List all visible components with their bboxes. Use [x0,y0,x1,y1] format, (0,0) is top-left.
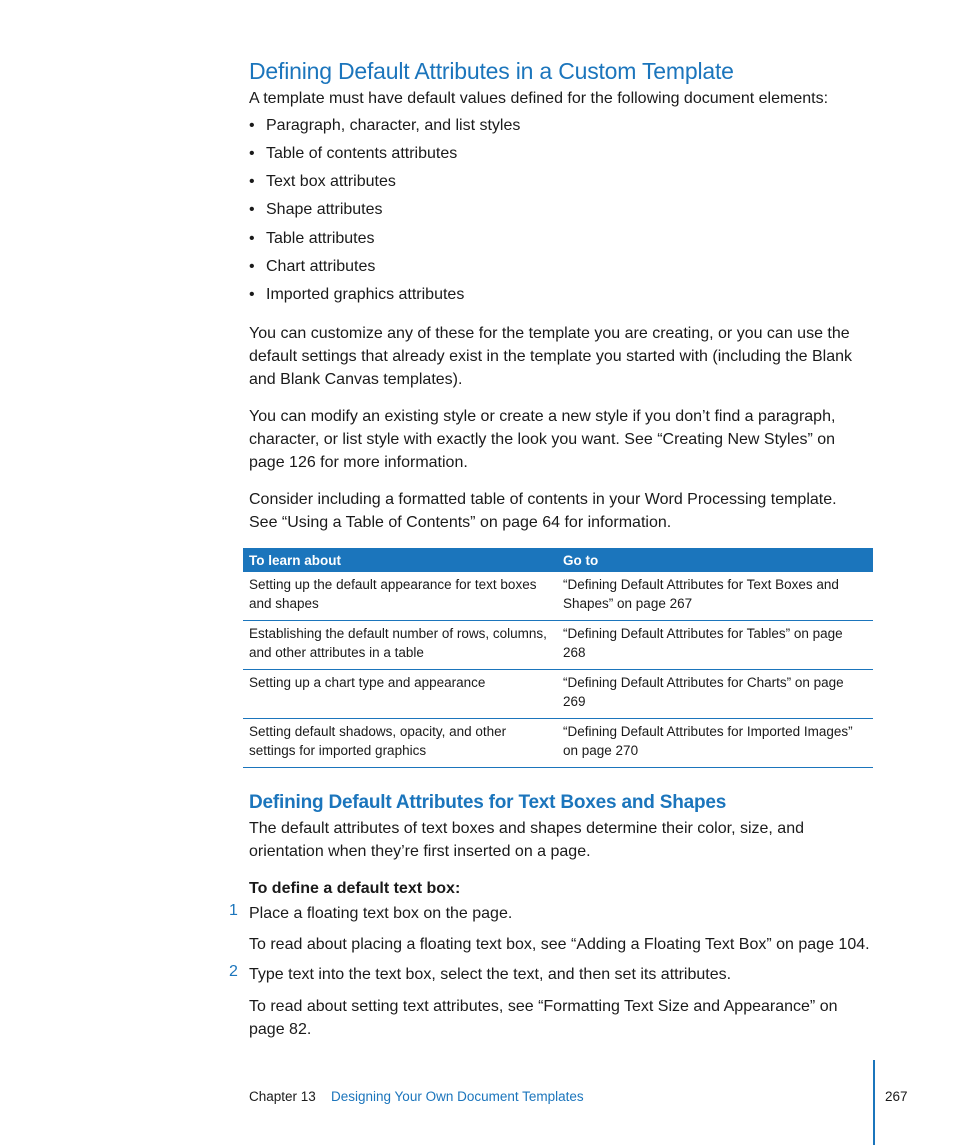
table-row [243,621,873,670]
table-cell: Setting up a chart type and appearance [243,670,557,719]
step-text: Place a floating text box on the page. [249,905,513,922]
list-item-text: Text box attributes [266,173,396,190]
reference-table [243,548,873,768]
list-item: • Text box attributes [249,173,396,190]
list-item: • Imported graphics attributes [249,286,465,303]
body-paragraph: You can customize any of these for the template you are creating, or you can use the default settings that already exist in the template you started with (including the Blank and Blank Canvas templates). [249,325,853,388]
list-item-text: Table of contents attributes [266,145,458,162]
intro-paragraph: A template must have default values defined for the following document elements: [249,90,829,107]
step-text: Type text into the text box, select the text, and then set its attributes. [249,966,732,983]
table-cell-link[interactable]: “Defining Default Attributes for Tables” on page 268 [557,621,873,670]
step-note: To read about placing a floating text box, see “Adding a Floating Text Box” on page 104. [249,936,870,953]
list-item: • Paragraph, character, and list styles [249,117,521,134]
list-item-text: Chart attributes [266,258,376,275]
footer-divider [873,1060,875,1145]
column-header: To learn about [243,548,557,572]
footer-chapter-title[interactable]: Designing Your Own Document Templates [331,1089,584,1104]
list-item: • Shape attributes [249,201,383,218]
body-paragraph: The default attributes of text boxes and shapes determine their color, size, and orientation when they’re first inserted on a page. [249,820,804,860]
footer-chapter: Chapter 13 [249,1089,316,1104]
section-heading: Defining Default Attributes in a Custom Template [249,58,734,84]
table-cell: Setting up the default appearance for text boxes and shapes [243,572,557,621]
list-item-text: Paragraph, character, and list styles [266,117,521,134]
body-paragraph: You can modify an existing style or create a new style if you don’t find a paragraph, character, or list style with exactly the look you want. See “Creating New Styles” on page 126 for more information. [249,408,836,471]
table-row [243,572,873,621]
body-paragraph: Consider including a formatted table of contents in your Word Processing template. See “Using a Table of Contents” on page 64 for information. [249,491,837,531]
list-item-text: Imported graphics attributes [266,286,465,303]
table-cell-link[interactable]: “Defining Default Attributes for Text Boxes and Shapes” on page 267 [557,572,873,621]
table-cell: Setting default shadows, opacity, and other settings for imported graphics [243,719,557,768]
table-cell: Establishing the default number of rows, columns, and other attributes in a table [243,621,557,670]
task-title: To define a default text box: [249,880,461,897]
list-item: • Chart attributes [249,258,376,275]
step-number: 1 [229,902,238,919]
list-item: • Table of contents attributes [249,145,458,162]
table-header-row [243,548,873,572]
list-item-text: Shape attributes [266,201,383,218]
list-item-text: Table attributes [266,230,375,247]
table-row [243,719,873,768]
step-number: 2 [229,963,238,980]
step-note: To read about setting text attributes, see “Formatting Text Size and Appearance” on page 82. [249,998,838,1038]
table-row [243,670,873,719]
table-cell-link[interactable]: “Defining Default Attributes for Charts” on page 269 [557,670,873,719]
subsection-heading: Defining Default Attributes for Text Boxes and Shapes [249,792,727,813]
page-number: 267 [885,1089,908,1104]
list-item: • Table attributes [249,230,375,247]
column-header: Go to [557,548,873,572]
table-cell-link[interactable]: “Defining Default Attributes for Imported Images” on page 270 [557,719,873,768]
